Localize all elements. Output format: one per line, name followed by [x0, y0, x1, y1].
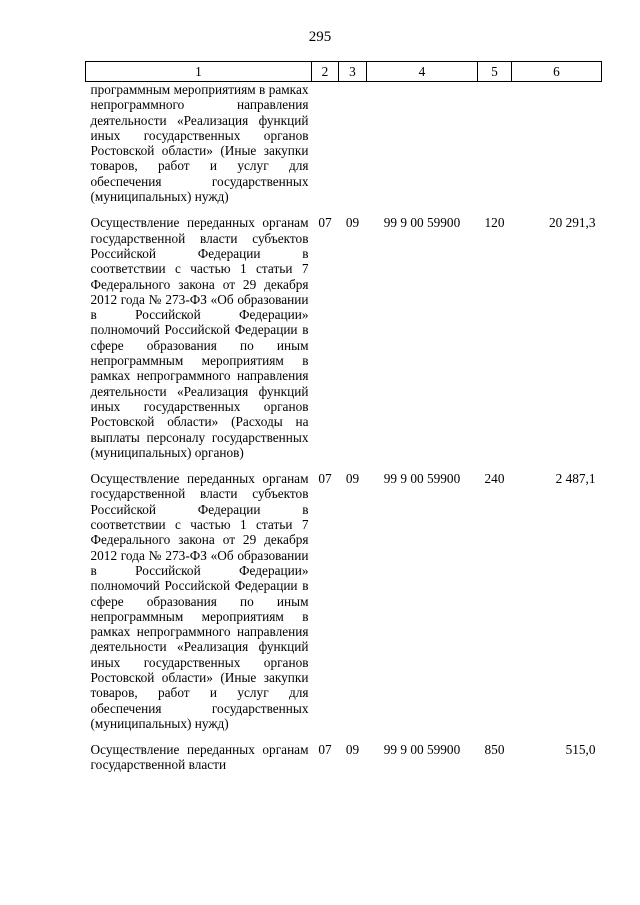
row-expense-type: 120 — [484, 215, 505, 231]
header-row — [86, 62, 602, 82]
row-subsection: 09 — [345, 742, 360, 758]
row-target-article: 99 9 00 59900 — [383, 742, 461, 758]
row-target-article — [367, 82, 478, 208]
column-header-5: 5 — [478, 62, 512, 82]
table-row — [86, 734, 602, 773]
table-row — [86, 82, 602, 208]
row-description: Осуществление переданных органам государственной власти субъектов Российской Федерации в соответствии с частью 1 статьи 7 Федерального закона от 29 декабря 2012 года № 273-ФЗ «Об образовании в Российской Федерации» полномочий Российской Федерации в сфере образования по иным непрограммным мероприятиям в рамках непрограммного направления деятельности «Реализация функций иных государственных органов Ростовской области» (Иные закупки товаров, работ и услуг для обеспечения государственных (муниципальных) нужд) — [90, 471, 309, 731]
row-subsection — [339, 82, 367, 208]
row-expense-type: 850 — [484, 742, 505, 758]
column-header-2: 2 — [312, 62, 339, 82]
budget-table — [85, 61, 602, 773]
row-description: Осуществление переданных органам государственной власти субъектов Российской Федерации в соответствии с частью 1 статьи 7 Федерального закона от 29 декабря 2012 года № 273-ФЗ «Об образовании в Российской Федерации» полномочий Российской Федерации в сфере образования по иным непрограммным мероприятиям в рамках непрограммного направления деятельности «Реализация функций иных государственных органов Ростовской области» (Расходы на выплаты персоналу государственных (муниципальных) органов) — [90, 215, 309, 460]
row-section — [312, 82, 339, 208]
row-target-article: 99 9 00 59900 — [383, 215, 461, 231]
column-header-4: 4 — [367, 62, 478, 82]
row-section: 07 — [318, 742, 332, 758]
column-header-1: 1 — [86, 62, 312, 82]
page-number: 295 — [308, 29, 332, 45]
table-row — [86, 463, 602, 734]
row-description: Осуществление переданных органам государственной власти — [90, 742, 309, 773]
row-section: 07 — [318, 215, 332, 231]
row-amount: 20 291,3 — [548, 215, 596, 231]
column-header-3: 3 — [339, 62, 367, 82]
row-expense-type — [478, 82, 512, 208]
row-description: программным мероприятиям в рамках непрограммного направления деятельности «Реализация функций иных государственных органов Ростовской области» (Иные закупки товаров, работ и услуг для обеспечения государственных (муниципальных) нужд) — [90, 82, 309, 205]
table-row — [86, 207, 602, 463]
row-amount: 515,0 — [565, 742, 596, 758]
row-subsection: 09 — [345, 471, 360, 487]
row-amount — [512, 82, 602, 208]
row-subsection: 09 — [345, 215, 360, 231]
row-section: 07 — [318, 471, 332, 487]
row-amount: 2 487,1 — [555, 471, 596, 487]
row-expense-type: 240 — [484, 471, 505, 487]
column-header-6: 6 — [512, 62, 602, 82]
row-target-article: 99 9 00 59900 — [383, 471, 461, 487]
